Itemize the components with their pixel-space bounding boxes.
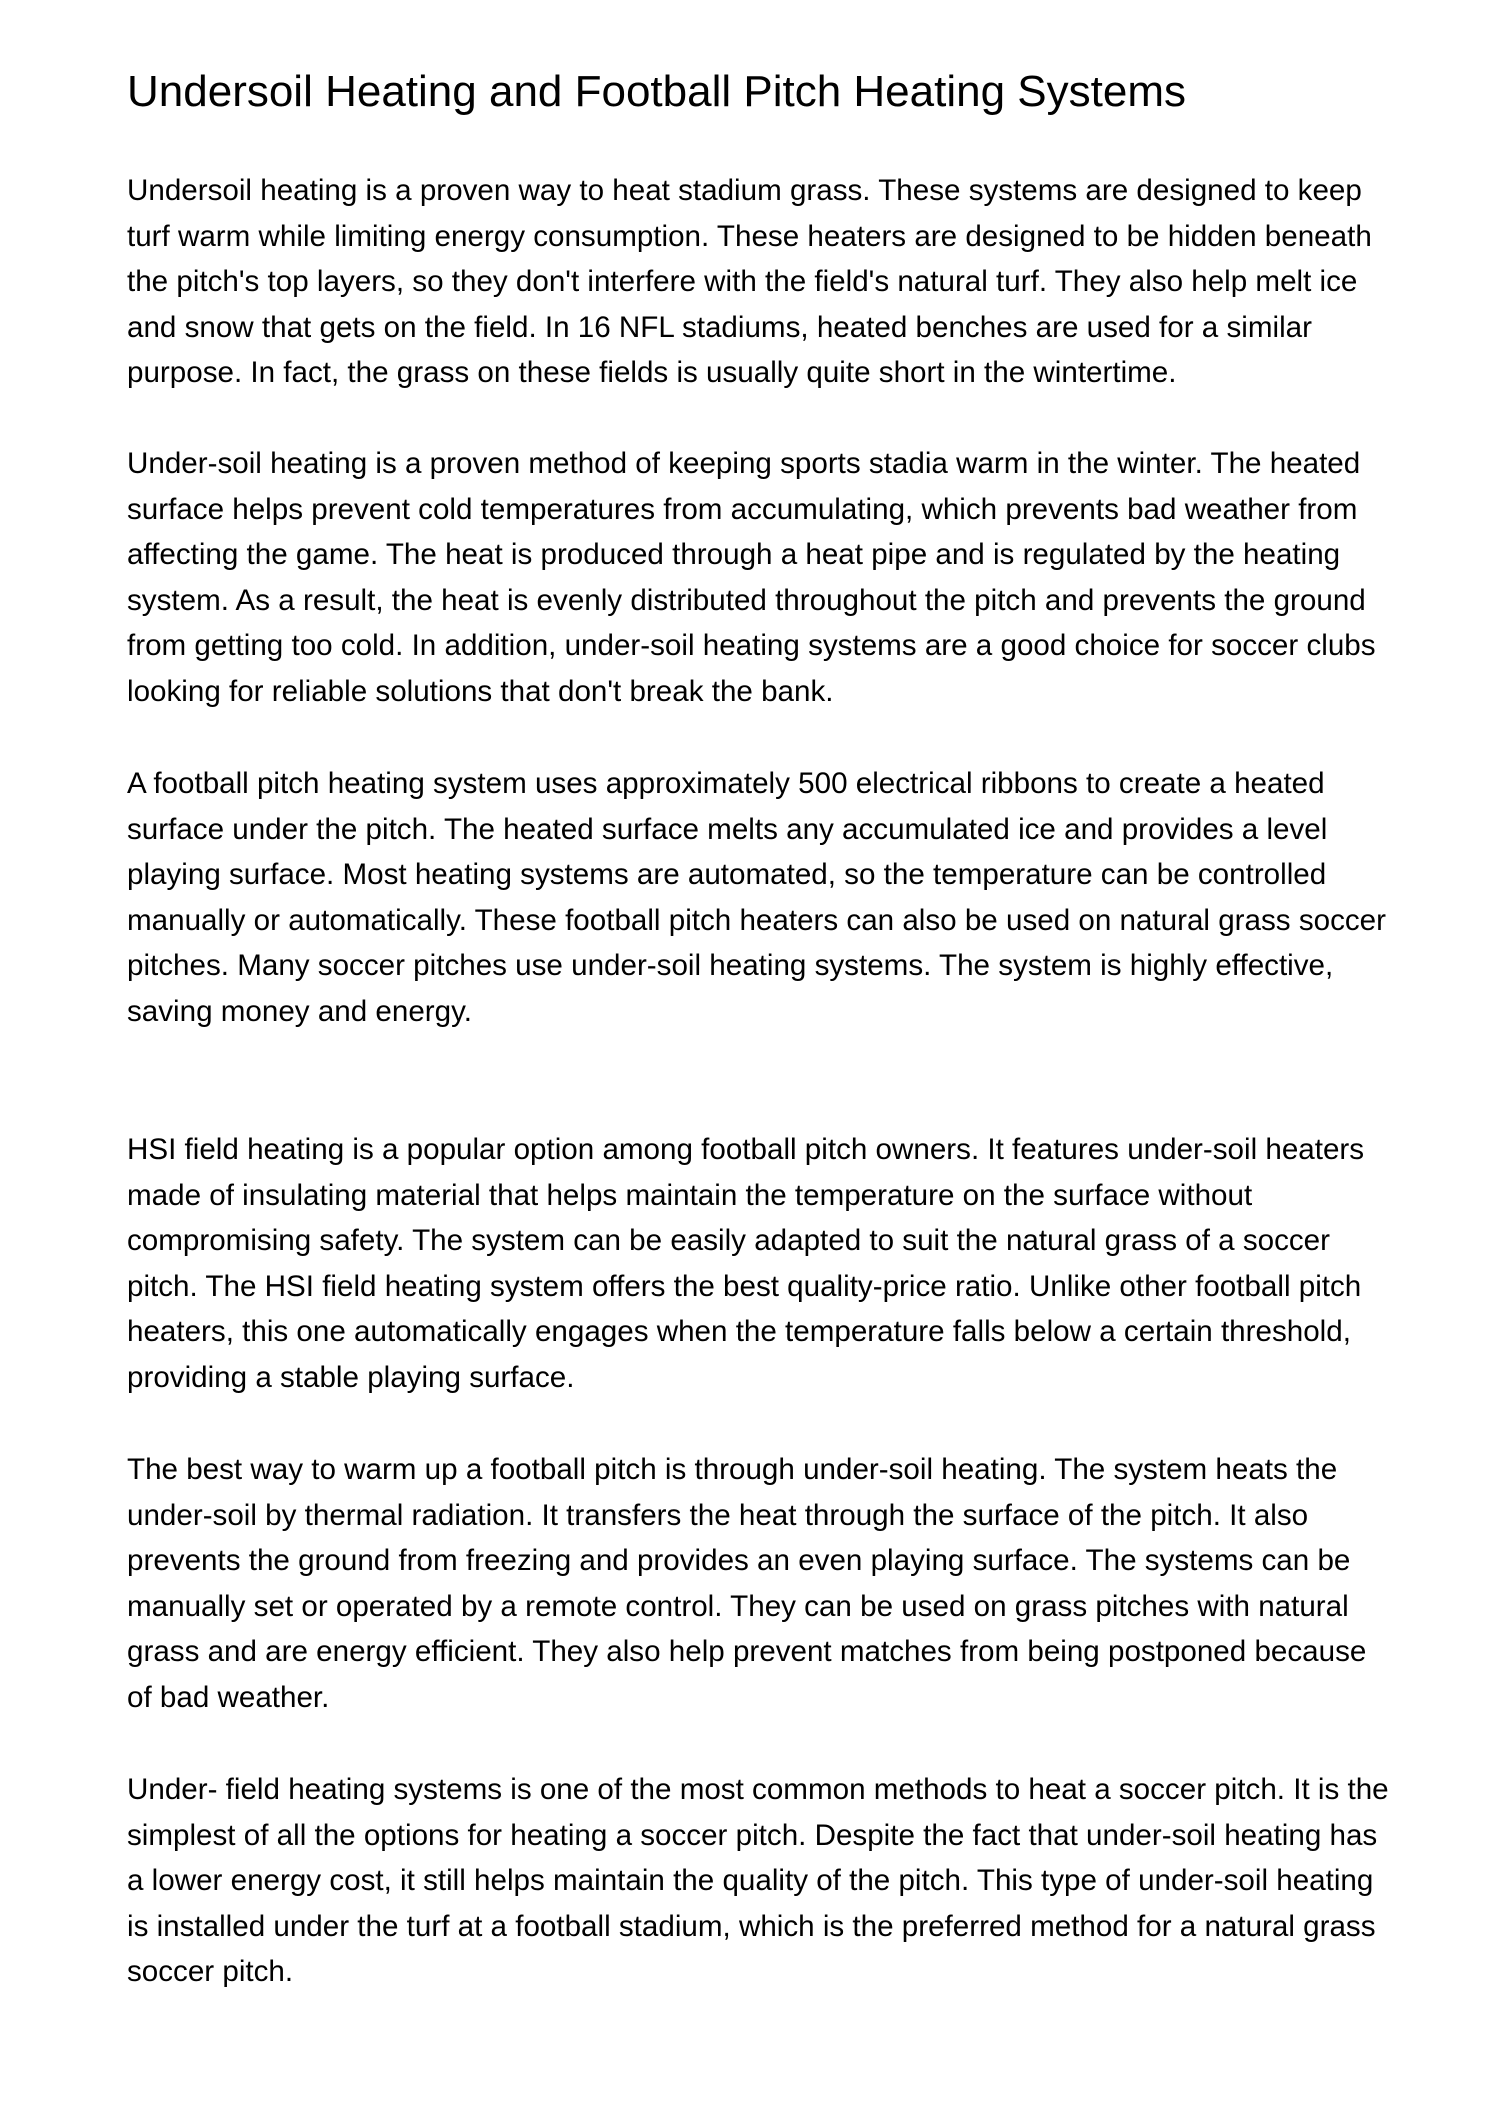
paragraph-1: Undersoil heating is a proven way to heat stadium grass. These systems are designed to keep turf warm while limiting energy consumption. These heaters are designed to be hidden beneath the pitch's top layers, so they don't interfere with the field's natural turf. They also help melt ice and snow that gets on the field. In 16 NFL stadiums, heated benches are used for a similar purpose. In fact, the grass on these fields is usually quite short in the wintertime. — [127, 174, 1372, 390]
page-title: Undersoil Heating and Football Pitch Heating Systems — [127, 67, 1186, 116]
paragraph-4: HSI field heating is a popular option among football pitch owners. It features under-soil heaters made of insulating material that helps maintain the temperature on the surface without compromising safety. The system can be easily adapted to suit the natural grass of a soccer pitch. The HSI field heating system offers the best quality-price ratio. Unlike other football pitch heaters, this one automatically engages when the temperature falls below a certain threshold, providing a stable playing surface. — [127, 1133, 1365, 1394]
paragraph-3: A football pitch heating system uses approximately 500 electrical ribbons to create a heated surface under the pitch. The heated surface melts any accumulated ice and provides a level playing surface. Most heating systems are automated, so the temperature can be controlled manually or automatically. These football pitch heaters can also be used on natural grass soccer pitches. Many soccer pitches use under-soil heating systems. The system is highly effective, saving money and energy. — [127, 767, 1386, 1028]
paragraph-6: Under- field heating systems is one of the most common methods to heat a soccer pitch. It is the simplest of all the options for heating a soccer pitch. Despite the fact that under-soil heating has a lower energy cost, it still helps maintain the quality of the pitch. This type of under-soil heating is installed under the turf at a football stadium, which is the preferred method for a natural grass soccer pitch. — [127, 1773, 1389, 1989]
paragraph-2: Under-soil heating is a proven method of keeping sports stadia warm in the winter. The heated surface helps prevent cold temperatures from accumulating, which prevents bad weather from affecting the game. The heat is produced through a heat pipe and is regulated by the heating system. As a result, the heat is evenly distributed throughout the pitch and prevents the ground from getting too cold. In addition, under-soil heating systems are a good choice for soccer clubs looking for reliable solutions that don't break the bank. — [127, 447, 1376, 708]
paragraph-5: The best way to warm up a football pitch is through under-soil heating. The system heats the under-soil by thermal radiation. It transfers the heat through the surface of the pitch. It also prevents the ground from freezing and provides an even playing surface. The systems can be manually set or operated by a remote control. They can be used on grass pitches with natural grass and are energy efficient. They also help prevent matches from being postponed because of bad weather. — [127, 1453, 1367, 1714]
